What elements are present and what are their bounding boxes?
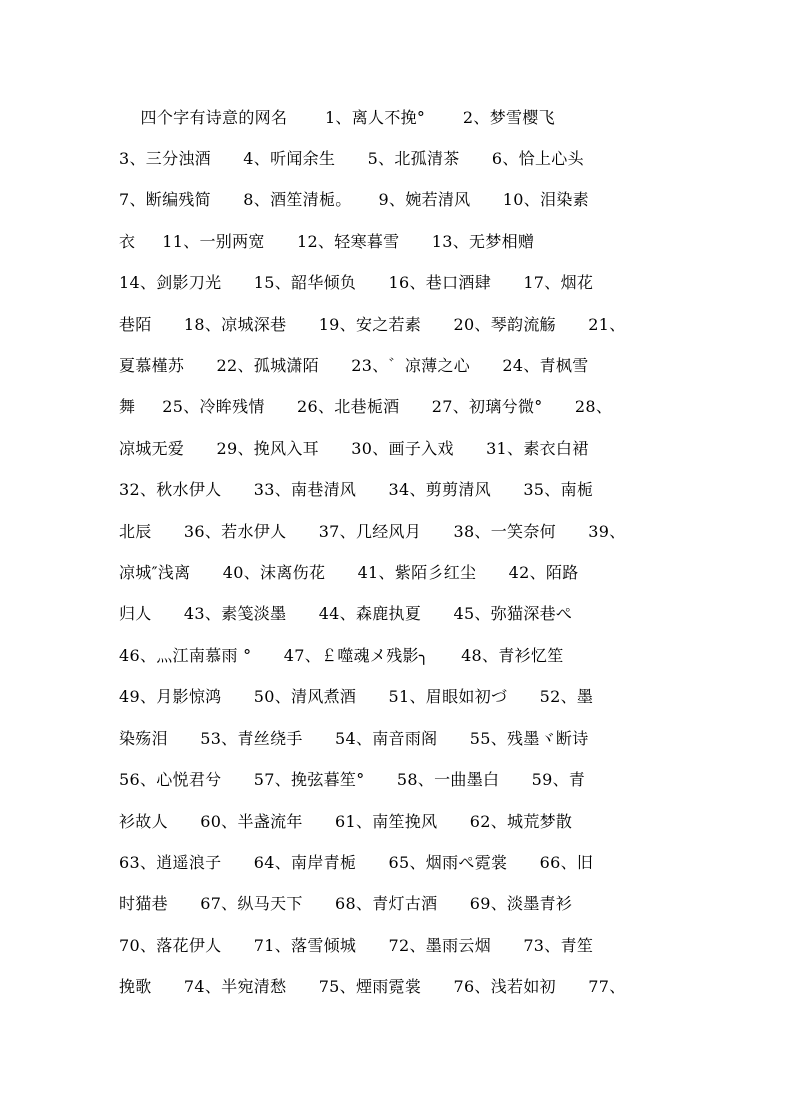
text-line: 北辰 36、若水伊人 37、几经风月 38、一笑奈何 39、 — [119, 522, 626, 541]
text-line: 舞 25、冷眸残情 26、北巷栀酒 27、初璃兮微° 28、 — [119, 397, 613, 416]
text-line: 衣 11、一别两宽 12、轻寒暮雪 13、无梦相赠 — [119, 232, 535, 251]
text-line: 凉城″浅离 40、沫离伤花 41、紫陌彡红尘 42、陌路 — [119, 563, 579, 582]
text-line: 巷陌 18、凉城深巷 19、安之若素 20、琴韵流觞 21、 — [119, 315, 626, 334]
text-line: 70、落花伊人 71、落雪倾城 72、墨雨云烟 73、青笙 — [119, 936, 594, 955]
text-line: 56、心悦君兮 57、挽弦暮笙° 58、一曲墨白 59、青 — [119, 770, 586, 789]
text-line: 染殇泪 53、青丝绕手 54、南音雨阁 55、残墨ヾ断诗 — [119, 729, 589, 748]
text-line: 衫故人 60、半盏流年 61、南笙挽风 62、城荒梦散 — [119, 812, 573, 831]
text-line: 63、逍遥浪子 64、南岸青栀 65、烟雨ぺ霓裳 66、旧 — [119, 853, 594, 872]
text-line: 夏慕槿苏 22、孤城潇陌 23、゛凉薄之心 24、青枫雪 — [119, 356, 589, 375]
text-line: 四个字有诗意的网名 1、离人不挽° 2、梦雪樱飞 — [119, 108, 555, 127]
text-line: 时猫巷 67、纵马天下 68、青灯古酒 69、淡墨青衫 — [119, 894, 573, 913]
text-line: 归人 43、素笺淡墨 44、森鹿执夏 45、弥猫深巷ぺ — [119, 604, 573, 623]
text-line: 46、灬江南慕雨 ° 47、￡噬魂メ残影╮ 48、青衫忆笙 — [119, 646, 564, 665]
text-line: 3、三分浊酒 4、听闻余生 5、北孤清茶 6、恰上心头 — [119, 149, 584, 168]
text-line: 49、月影惊鸿 50、清风煮酒 51、眉眼如初づ 52、墨 — [119, 687, 594, 706]
text-line: 凉城无爱 29、挽风入耳 30、画子入戏 31、素衣白裙 — [119, 439, 589, 458]
text-line: 32、秋水伊人 33、南巷清风 34、剪剪清风 35、南栀 — [119, 480, 594, 499]
text-line: 7、断编残简 8、酒笙清栀。 9、婉若清风 10、泪染素 — [119, 190, 589, 209]
text-line: 14、剑影刀光 15、韶华倾负 16、巷口酒肆 17、烟花 — [119, 273, 594, 292]
text-line: 挽歌 74、半宛清愁 75、煙雨霓裳 76、浅若如初 77、 — [119, 977, 626, 996]
